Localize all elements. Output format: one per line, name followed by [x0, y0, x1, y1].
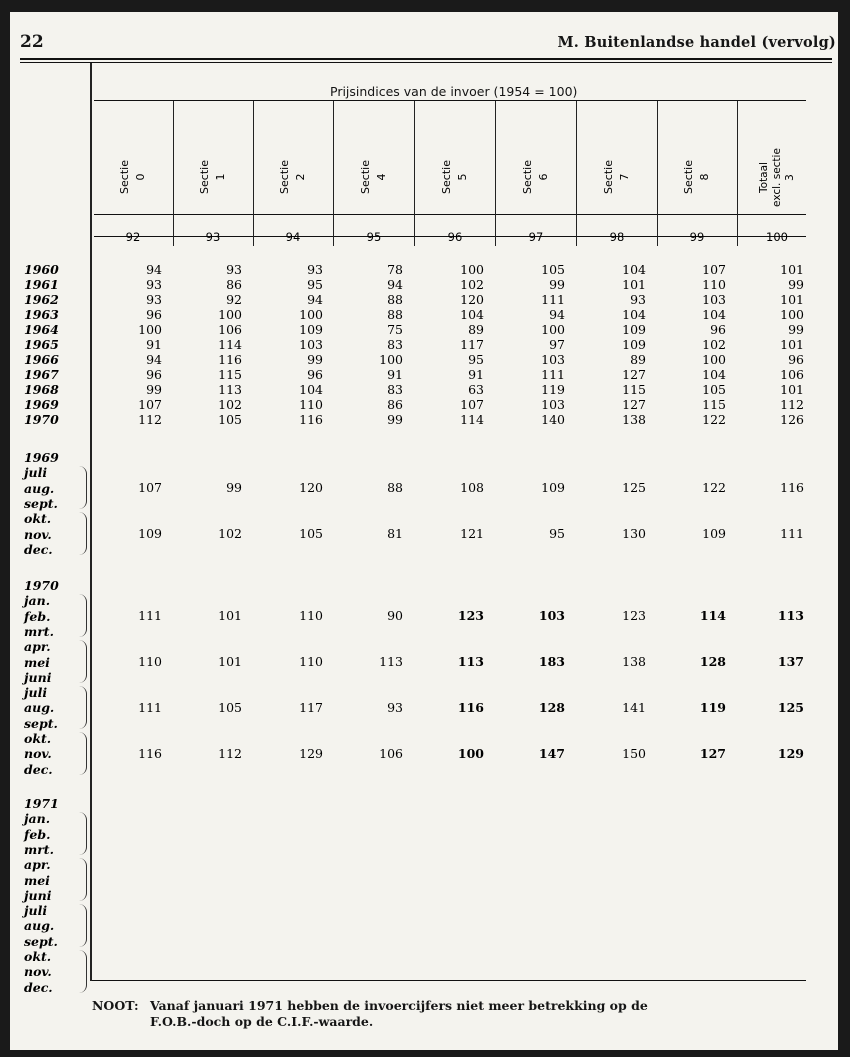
table-cell: 114 [218, 337, 242, 352]
table-cell: 116 [138, 745, 162, 761]
document-page [10, 12, 838, 1050]
column-header-sectie-6: Sectie 6 [521, 160, 550, 194]
table-cell: 99 [307, 352, 323, 367]
table-cell: 63 [468, 382, 484, 397]
table-cell: 111 [138, 608, 162, 624]
table-cell: 105 [541, 262, 565, 277]
table-cell: 109 [138, 526, 162, 542]
table-cell: 101 [218, 608, 242, 624]
table-cell: 103 [541, 397, 565, 412]
group-brace [78, 812, 87, 855]
group-brace [78, 950, 87, 993]
table-cell: 119 [699, 700, 726, 716]
table-cell: 103 [299, 337, 323, 352]
table-cell: 114 [699, 608, 726, 624]
table-cell: 110 [702, 277, 726, 292]
table-cell: 115 [218, 367, 242, 382]
table-cell: 110 [299, 608, 323, 624]
table-cell: 95 [549, 526, 565, 542]
table-cell: 101 [622, 277, 646, 292]
table-cell: 94 [307, 292, 323, 307]
row-year-label: 1962 [24, 292, 59, 307]
table-cell: 138 [622, 654, 646, 670]
table-cell: 95 [468, 352, 484, 367]
table-cell: 106 [218, 322, 242, 337]
table-cell: 104 [702, 307, 726, 322]
table-cell: 109 [622, 337, 646, 352]
table-cell: 94 [549, 307, 565, 322]
table-cell: 116 [218, 352, 242, 367]
table-cell: 93 [387, 700, 403, 716]
month-label: mrt. [24, 841, 54, 857]
table-cell: 127 [699, 745, 726, 761]
month-label: dec. [24, 761, 53, 777]
table-cell: 107 [702, 262, 726, 277]
table-cell: 116 [780, 480, 804, 496]
table-cell: 102 [218, 526, 242, 542]
table-cell: 126 [780, 412, 804, 427]
table-cell: 101 [218, 654, 242, 670]
table-cell: 112 [138, 412, 162, 427]
table-cell: 105 [299, 526, 323, 542]
column-divider [253, 101, 254, 246]
month-label: okt. [24, 511, 52, 527]
period-year-label: 1970 [24, 578, 59, 593]
table-cell: 104 [622, 307, 646, 322]
table-cell: 104 [299, 382, 323, 397]
table-cell: 147 [538, 745, 565, 761]
group-brace [78, 466, 87, 509]
table-cell: 103 [702, 292, 726, 307]
table-cell: 113 [218, 382, 242, 397]
row-year-label: 1969 [24, 397, 59, 412]
table-cell: 150 [622, 745, 646, 761]
month-label: sept. [24, 495, 58, 511]
table-cell: 93 [226, 262, 242, 277]
table-cell: 122 [702, 412, 726, 427]
table-cell: 112 [218, 745, 242, 761]
note-label: NOOT: [92, 998, 139, 1013]
table-cell: 83 [387, 337, 403, 352]
table-cell: 99 [788, 277, 804, 292]
column-code: 97 [528, 230, 544, 244]
table-cell: 100 [138, 322, 162, 337]
month-label: mei [24, 654, 50, 670]
column-header-sectie-5: Sectie 5 [440, 160, 469, 194]
header-rule-thin [20, 62, 832, 63]
table-cell: 91 [146, 337, 162, 352]
month-label: feb. [24, 826, 51, 842]
table-cell: 123 [457, 608, 484, 624]
table-cell: 130 [622, 526, 646, 542]
column-divider [737, 101, 738, 246]
table-cell: 88 [387, 292, 403, 307]
table-cell: 103 [541, 352, 565, 367]
column-code: 95 [366, 230, 382, 244]
table-cell: 94 [387, 277, 403, 292]
table-cell: 89 [468, 322, 484, 337]
table-cell: 129 [299, 745, 323, 761]
table-cell: 117 [299, 700, 323, 716]
table-cell: 115 [622, 382, 646, 397]
table-cell: 100 [379, 352, 403, 367]
table-cell: 110 [138, 654, 162, 670]
column-divider [495, 101, 496, 246]
month-label: dec. [24, 979, 53, 995]
table-cell: 101 [780, 292, 804, 307]
table-cell: 91 [387, 367, 403, 382]
table-cell: 104 [622, 262, 646, 277]
table-cell: 92 [226, 292, 242, 307]
table-cell: 102 [702, 337, 726, 352]
row-year-label: 1966 [24, 352, 59, 367]
super-header-rule [94, 100, 806, 101]
month-label: dec. [24, 541, 53, 557]
table-cell: 109 [541, 480, 565, 496]
column-code: 94 [285, 230, 301, 244]
table-cell: 89 [630, 352, 646, 367]
month-label: juni [24, 887, 52, 903]
table-cell: 90 [387, 608, 403, 624]
table-cell: 100 [218, 307, 242, 322]
table-cell: 108 [460, 480, 484, 496]
column-header-rule [94, 214, 806, 215]
table-cell: 107 [460, 397, 484, 412]
month-label: nov. [24, 746, 52, 762]
table-cell: 97 [549, 337, 565, 352]
month-label: jan. [24, 811, 51, 827]
row-year-label: 1970 [24, 412, 59, 427]
table-cell: 99 [788, 322, 804, 337]
row-year-label: 1965 [24, 337, 59, 352]
column-header-sectie-0: Sectie 0 [118, 160, 147, 194]
table-cell: 109 [702, 526, 726, 542]
table-cell: 105 [218, 412, 242, 427]
table-cell: 104 [702, 367, 726, 382]
table-cell: 120 [299, 480, 323, 496]
table-cell: 111 [138, 700, 162, 716]
table-cell: 96 [788, 352, 804, 367]
table-cell: 123 [622, 608, 646, 624]
table-cell: 117 [460, 337, 484, 352]
column-divider [333, 101, 334, 246]
column-code: 98 [609, 230, 625, 244]
table-cell: 128 [538, 700, 565, 716]
table-cell: 99 [146, 382, 162, 397]
table-cell: 102 [218, 397, 242, 412]
table-cell: 86 [387, 397, 403, 412]
table-cell: 110 [299, 397, 323, 412]
group-brace [78, 512, 87, 555]
table-cell: 114 [460, 412, 484, 427]
table-cell: 96 [710, 322, 726, 337]
month-label: juni [24, 669, 52, 685]
table-cell: 106 [780, 367, 804, 382]
column-header-totaal: Totaal excl. sectie 3 [757, 147, 796, 207]
period-year-label: 1971 [24, 796, 59, 811]
table-cell: 99 [549, 277, 565, 292]
table-cell: 183 [538, 654, 565, 670]
column-code: 99 [689, 230, 705, 244]
table-cell: 113 [457, 654, 484, 670]
column-header-sectie-2: Sectie 2 [278, 160, 307, 194]
month-label: apr. [24, 639, 51, 655]
table-cell: 116 [299, 412, 323, 427]
table-cell: 137 [777, 654, 804, 670]
table-cell: 105 [702, 382, 726, 397]
group-brace [78, 686, 87, 729]
table-cell: 83 [387, 382, 403, 397]
group-brace [78, 732, 87, 775]
month-label: mrt. [24, 623, 54, 639]
table-cell: 101 [780, 382, 804, 397]
group-brace [78, 640, 87, 683]
table-cell: 94 [146, 352, 162, 367]
table-cell: 109 [299, 322, 323, 337]
table-cell: 127 [622, 367, 646, 382]
table-cell: 129 [777, 745, 804, 761]
group-brace [78, 594, 87, 637]
table-cell: 112 [780, 397, 804, 412]
group-brace [78, 858, 87, 901]
column-divider [576, 101, 577, 246]
table-cell: 138 [622, 412, 646, 427]
row-year-label: 1968 [24, 382, 59, 397]
table-cell: 121 [460, 526, 484, 542]
column-header-sectie-8: Sectie 8 [682, 160, 711, 194]
table-cell: 100 [541, 322, 565, 337]
table-cell: 109 [622, 322, 646, 337]
table-cell: 100 [702, 352, 726, 367]
table-cell: 103 [538, 608, 565, 624]
table-cell: 122 [702, 480, 726, 496]
column-code: 100 [766, 230, 788, 244]
table-super-header: Prijsindices van de invoer (1954 = 100) [330, 84, 578, 99]
table-cell: 101 [780, 337, 804, 352]
table-cell: 93 [146, 292, 162, 307]
table-cell: 100 [460, 262, 484, 277]
table-cell: 95 [307, 277, 323, 292]
table-cell: 140 [541, 412, 565, 427]
table-cell: 119 [541, 382, 565, 397]
table-cell: 75 [387, 322, 403, 337]
table-cell: 99 [387, 412, 403, 427]
table-cell: 81 [387, 526, 403, 542]
month-label: feb. [24, 608, 51, 624]
column-code: 93 [205, 230, 221, 244]
month-label: nov. [24, 964, 52, 980]
table-cell: 107 [138, 397, 162, 412]
month-label: sept. [24, 715, 58, 731]
table-cell: 111 [541, 367, 565, 382]
table-cell: 104 [460, 307, 484, 322]
table-cell: 107 [138, 480, 162, 496]
month-label: jan. [24, 593, 51, 609]
column-divider [657, 101, 658, 246]
month-label: juli [24, 903, 48, 919]
column-header-sectie-1: Sectie 1 [198, 160, 227, 194]
month-label: okt. [24, 949, 52, 964]
table-cell: 78 [387, 262, 403, 277]
table-cell: 100 [780, 307, 804, 322]
table-cell: 86 [226, 277, 242, 292]
table-cell: 96 [146, 307, 162, 322]
table-cell: 116 [457, 700, 484, 716]
table-cell: 120 [460, 292, 484, 307]
table-cell: 113 [777, 608, 804, 624]
note-line: F.O.B.-doch op de C.I.F.-waarde. [150, 1014, 374, 1029]
stub-divider [90, 63, 92, 981]
table-cell: 100 [299, 307, 323, 322]
table-cell: 88 [387, 307, 403, 322]
group-brace [78, 904, 87, 947]
table-cell: 111 [541, 292, 565, 307]
row-year-label: 1963 [24, 307, 59, 322]
row-year-label: 1961 [24, 277, 59, 292]
table-cell: 105 [218, 700, 242, 716]
table-cell: 94 [146, 262, 162, 277]
table-cell: 110 [299, 654, 323, 670]
table-cell: 125 [777, 700, 804, 716]
table-cell: 93 [146, 277, 162, 292]
table-cell: 111 [780, 526, 804, 542]
month-label: nov. [24, 526, 52, 542]
column-divider [414, 101, 415, 246]
month-label: juli [24, 465, 48, 481]
month-label: aug. [24, 480, 55, 496]
table-cell: 125 [622, 480, 646, 496]
table-cell: 96 [307, 367, 323, 382]
table-cell: 96 [146, 367, 162, 382]
month-label: okt. [24, 731, 52, 746]
table-cell: 99 [226, 480, 242, 496]
note-line: Vanaf januari 1971 hebben de invoercijfers niet meer betrekking op de [150, 998, 648, 1013]
column-code: 96 [447, 230, 463, 244]
month-label: aug. [24, 918, 55, 934]
table-cell: 101 [780, 262, 804, 277]
note-text [150, 998, 790, 1030]
table-cell: 141 [622, 700, 646, 716]
month-label: mei [24, 872, 50, 888]
period-year-label: 1969 [24, 450, 59, 465]
table-cell: 102 [460, 277, 484, 292]
month-label: apr. [24, 857, 51, 873]
table-cell: 128 [699, 654, 726, 670]
row-year-label: 1967 [24, 367, 59, 382]
header-rule [20, 58, 832, 60]
table-cell: 93 [630, 292, 646, 307]
column-header-sectie-7: Sectie 7 [602, 160, 631, 194]
month-label: juli [24, 685, 48, 701]
column-header-sectie-4: Sectie 4 [359, 160, 388, 194]
table-cell: 106 [379, 745, 403, 761]
table-cell: 88 [387, 480, 403, 496]
table-cell: 91 [468, 367, 484, 382]
table-cell: 113 [379, 654, 403, 670]
table-cell: 100 [457, 745, 484, 761]
table-cell: 127 [622, 397, 646, 412]
page-number: 22 [20, 32, 44, 52]
table-cell: 115 [702, 397, 726, 412]
column-divider [173, 101, 174, 246]
page-header-title: M. Buitenlandse handel (vervolg) [557, 34, 836, 51]
month-label: sept. [24, 933, 58, 949]
row-year-label: 1960 [24, 262, 59, 277]
table-bottom-rule [90, 980, 806, 981]
row-year-label: 1964 [24, 322, 59, 337]
month-label: aug. [24, 700, 55, 716]
table-cell: 93 [307, 262, 323, 277]
column-code: 92 [125, 230, 141, 244]
